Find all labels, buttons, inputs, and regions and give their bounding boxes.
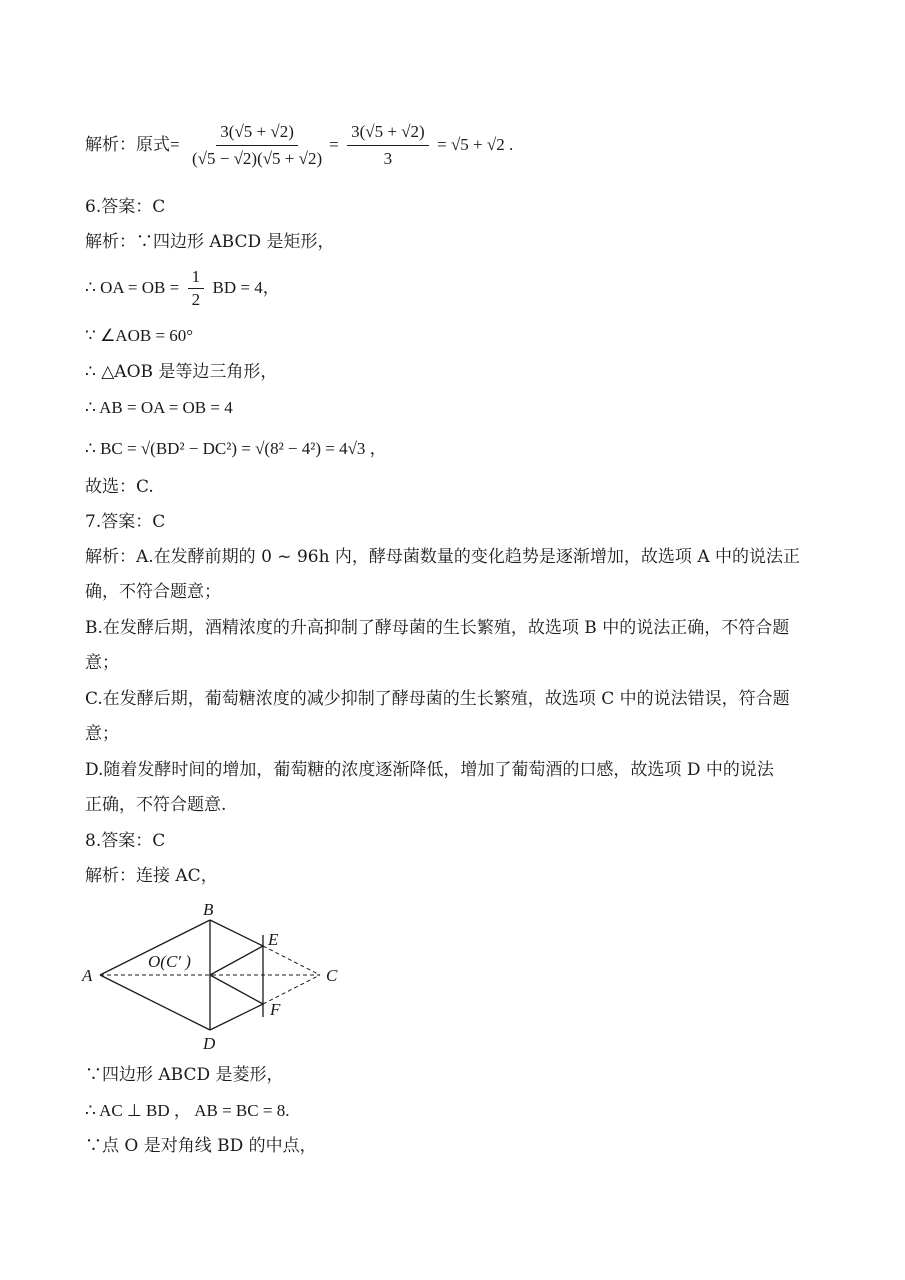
label-c: C [326,966,338,985]
q7-line-5: C.在发酵后期，葡萄糖浓度的减少抑制了酵母菌的生长繁殖，故选项 C 中的说法错误，符合题 [85,689,790,709]
q7-line-1: 解析：A.在发酵前期的 0 ~ 96h 内，酵母菌数量的变化趋势是逐渐增加，故选项 A 中的说法正 [85,547,801,567]
label-o: O(C′ ) [148,952,191,971]
q8-line-3: ∴ AC ⊥ BD ， AB = BC = 8. [85,1101,290,1120]
rhombus-side-df [210,1004,263,1030]
q5-fraction-1 [188,120,326,171]
q6-half-numerator: 1 [188,267,205,289]
rhombus-figure [70,895,360,1055]
q6-half-denominator: 2 [191,290,201,309]
label-d: D [203,1034,216,1053]
label-b: B [203,900,214,919]
q6-half-fraction [188,267,205,310]
q7-line-4: 意； [85,653,119,673]
q6-line-2 [85,266,280,310]
q6-line-5: ∴ AB = OA = OB = 4 [85,398,233,417]
q7-line-2: 确，不符合题意； [85,582,221,602]
q6-line-2-start: ∴ OA = OB = [85,278,180,297]
q5-formula-line: 解析：原式= $\frac{3(√5 + √2)}{(√5 - √2)(√5 + √2)}$ = $\frac{3(√5 + √2)}{3}$ = √5 + √2 . [85,118,513,172]
segment-of [210,975,263,1004]
label-e: E [268,930,279,949]
q6-line-1: 解析：∵四边形 ABCD 是矩形， [85,232,335,252]
label-a: A [82,966,93,985]
q5-result: = √5 + √2 . [437,135,514,154]
q5-fraction-2-numerator: 3(√5 + √2) [347,120,429,146]
q5-fraction-2-denominator: 3 [383,149,393,168]
q5-label: 解析：原式 [85,135,170,155]
q5-fraction-2 [347,120,429,171]
q6-line-3: ∵ ∠AOB = 60° [85,326,194,345]
q8-line-2: ∵四边形 ABCD 是菱形， [85,1065,284,1085]
q6-answer: 6.答案：C [85,197,166,217]
segment-ec-dashed [263,946,320,975]
q8-line-1: 解析：连接 AC， [85,866,218,886]
q7-line-6: 意； [85,724,119,744]
q7-answer: 7.答案：C [85,512,166,532]
segment-oe [210,946,263,975]
rhombus-side-be [210,920,263,946]
q8-answer: 8.答案：C [85,831,166,851]
q6-line-7: 故选：C. [85,477,154,497]
q7-line-3: B.在发酵后期，酒精浓度的升高抑制了酵母菌的生长繁殖，故选项 B 中的说法正确，不符合题 [85,618,790,638]
q6-line-6: ∴ BC = √(BD² − DC²) = √(8² − 4²) = 4√3 ， [85,439,387,458]
rhombus-side-ad [100,975,210,1030]
q6-line-2-end: BD = 4， [212,278,280,297]
q7-line-8: 正确，不符合题意. [85,795,227,815]
q6-line-4: ∴ △AOB 是等边三角形， [85,362,278,382]
label-f: F [270,1000,281,1019]
q7-line-7: D.随着发酵时间的增加，葡萄糖的浓度逐渐降低，增加了葡萄酒的口感，故选项 D 中的说法 [85,760,774,780]
q8-line-4: ∵点 O 是对角线 BD 的中点， [85,1136,317,1156]
q5-fraction-1-denominator: (√5 − √2)(√5 + √2) [192,149,323,168]
q5-fraction-1-numerator: 3(√5 + √2) [216,120,298,146]
